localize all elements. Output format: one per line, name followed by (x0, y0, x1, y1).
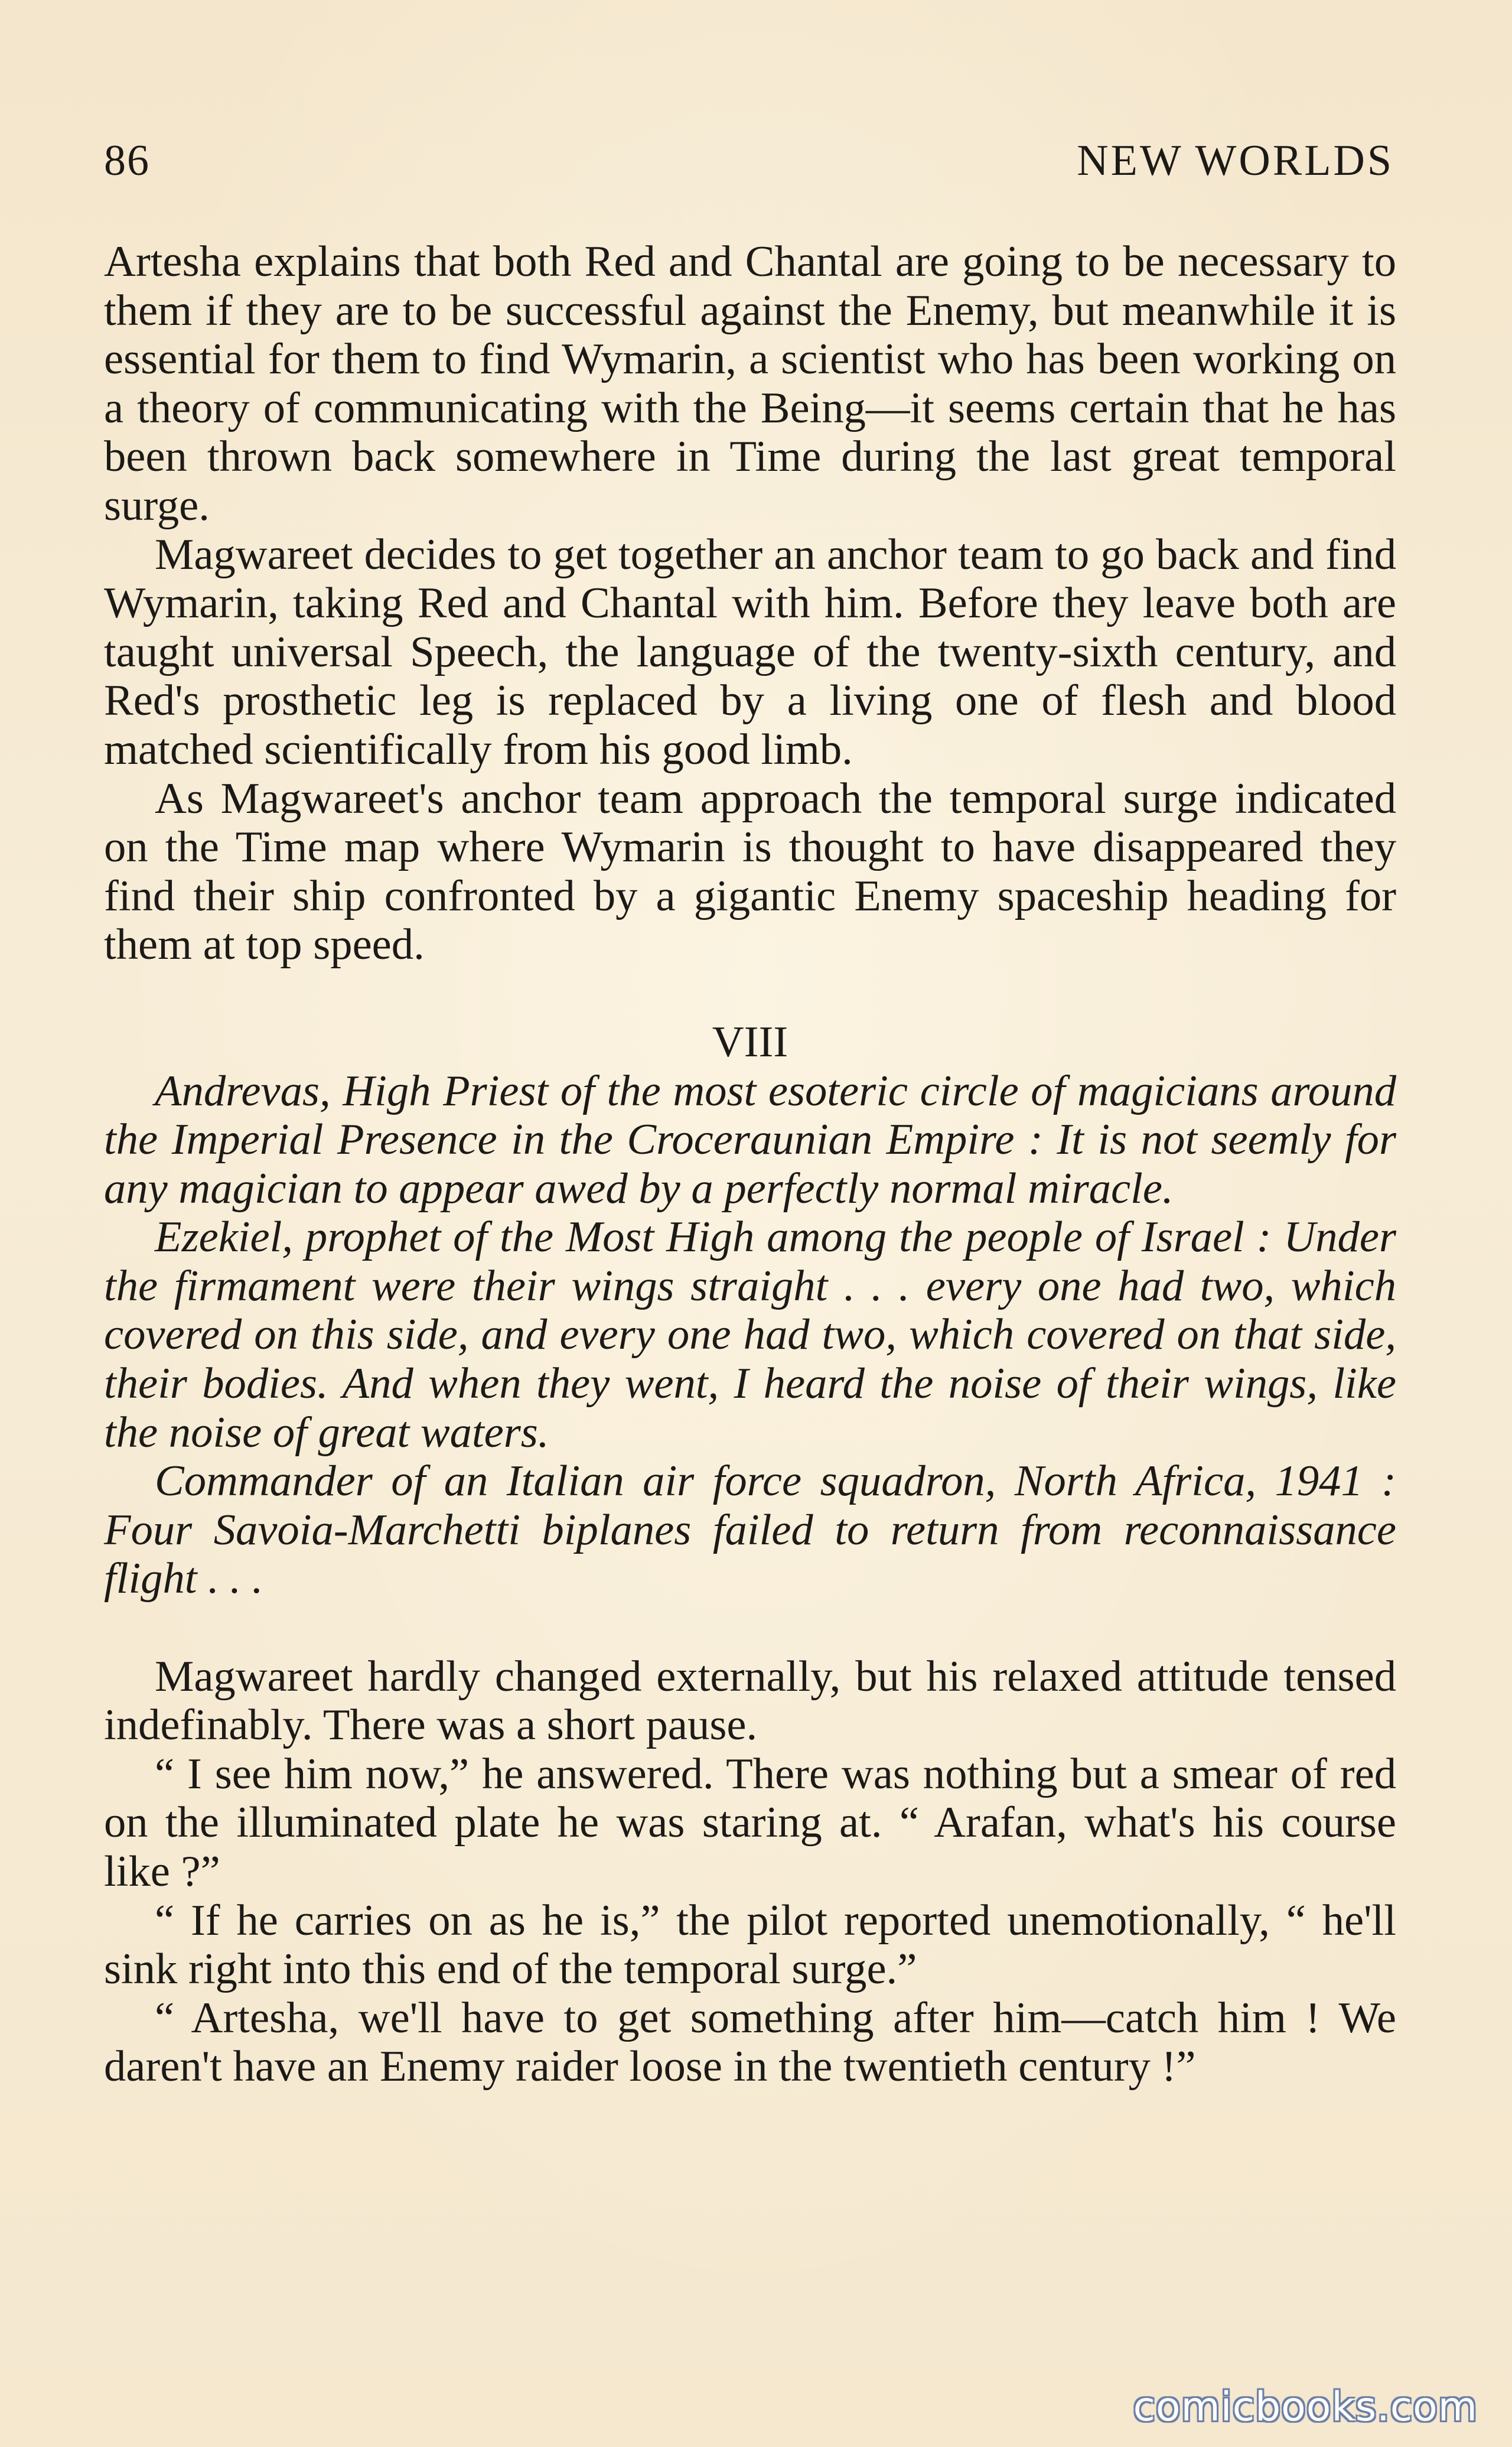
epigraph: Ezekiel, prophet of the Most High among the people of Israel : Under the firmament were their wings straight . . . every one had two, which covered on this side, and every one had two, which covered on that side, their bodies. And when they went, I heard the noise of their wings, like the noise of great waters. (104, 1213, 1396, 1457)
story-paragraph: “ I see him now,” he answered. There was nothing but a smear of red on the illuminated plate he was staring at. “ Arafan, what's his course like ?” (104, 1749, 1396, 1896)
synopsis-paragraph: Magwareet decides to get together an anchor team to go back and find Wymarin, taking Red and Chantal with him. Before they leave both are taught universal Speech, the language of the twenty-sixth century, and Red's prosthetic leg is replaced by a living one of flesh and blood matched scientifically from his good limb. (104, 530, 1396, 774)
story-paragraph: “ Artesha, we'll have to get something after him—catch him ! We daren't have an Enemy raider loose in the twentieth century !” (104, 1993, 1396, 2091)
story-paragraph: Magwareet hardly changed externally, but his relaxed attitude tensed indefinably. There was a short pause. (104, 1652, 1396, 1750)
section-number: VIII (712, 1017, 788, 1066)
running-head: NEW WORLDS (1077, 136, 1394, 185)
page-header (104, 136, 1394, 195)
story-paragraph: “ If he carries on as he is,” the pilot reported unemotionally, “ he'll sink right into this end of the temporal surge.” (104, 1896, 1396, 1994)
watermark-logo: comicbooks.com (1133, 2384, 1478, 2430)
synopsis-paragraph: Artesha explains that both Red and Chantal are going to be necessary to them if they are to be successful against the Enemy, but meanwhile it is essential for them to find Wymarin, a scientist who has been working on a theory of communicating with the Being—it seems certain that he has been thrown back somewhere in Time during the last great temporal surge. (104, 237, 1396, 530)
section-break (104, 1603, 1396, 1652)
epigraph: Andrevas, High Priest of the most esoteric circle of magicians around the Imperial Presence in the Croceraunian Empire : It is not seemly for any magician to appear awed by a perfectly normal miracle. (104, 1066, 1396, 1213)
page-body (104, 237, 1396, 2091)
page-number: 86 (104, 136, 150, 185)
synopsis-paragraph: As Magwareet's anchor team approach the temporal surge indicated on the Time map where Wymarin is thought to have disappeared they find their ship confronted by a gigantic Enemy spaceship heading for them at top speed. (104, 774, 1396, 969)
epigraph: Commander of an Italian air force squadron, North Africa, 1941 : Four Savoia-Marchetti biplanes failed to return from reconnaissance flight . . . (104, 1457, 1396, 1603)
